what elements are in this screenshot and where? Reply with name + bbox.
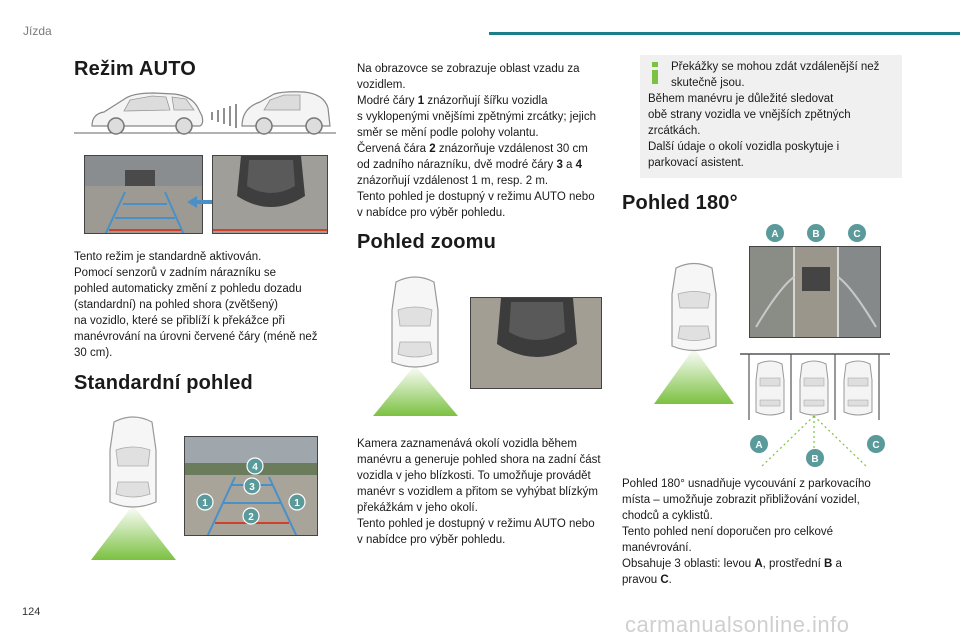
marker-3 <box>244 478 260 494</box>
marker-1-left <box>197 494 213 510</box>
svg-text:2: 2 <box>248 512 254 523</box>
labels-bottom-abc <box>744 434 890 468</box>
labels-top-abc <box>764 222 874 244</box>
car-top-view-180 <box>652 258 737 408</box>
svg-text:4: 4 <box>252 462 258 473</box>
cars-side-illustration <box>74 86 336 138</box>
svg-text:B: B <box>811 454 819 465</box>
standard-view-description: Na obrazovce se zobrazuje oblast vzadu za vozidlem. Modré čáry 1 znázorňují šířku vozidla s vyklopenými vnějšími zpětnými zrcátky; jejich směr se mění podle polohy volantu. Červená čára 2 znázorňuje vzdálenost 30 cm od zadního nárazníku, dvě modré čáry 3 a 4 znázorňují vzdálenost 1 m, resp. 2 m. Tento pohled je dostupný v režimu AUTO nebo v nabídce pro výběr pohledu. <box>357 63 597 219</box>
zoom-view-camera-image <box>470 297 602 389</box>
label-b-bottom <box>806 449 824 467</box>
car-top-view-standard <box>86 410 181 565</box>
standard-view-markers <box>194 454 309 528</box>
heading-180-view: Pohled 180° <box>622 192 738 214</box>
svg-text:C: C <box>872 440 880 451</box>
svg-text:B: B <box>812 229 820 240</box>
marker-4 <box>247 458 263 474</box>
heading-auto-mode: Režim AUTO <box>74 58 197 80</box>
view-180-camera-image <box>749 246 881 338</box>
marker-1-right <box>289 494 305 510</box>
label-b-top <box>807 224 825 242</box>
auto-mode-description: Tento režim je standardně aktivován. Pomocí senzorů v zadním nárazníku se pohled automaticky změní z pohledu dozadu (standardní) na pohled shora (zvětšený) na vozidlo, které se přiblíží k překážce při manévrování na úrovni červené čáry (méně než 30 cm). <box>74 251 318 359</box>
car-top-view-zoom <box>368 270 463 420</box>
svg-text:1: 1 <box>202 498 208 509</box>
svg-text:C: C <box>853 229 861 240</box>
heading-zoom-view: Pohled zoomu <box>357 231 497 253</box>
header-accent-bar <box>489 32 960 35</box>
label-a-top <box>766 224 784 242</box>
info-box-text: Překážky se mohou zdát vzdálenější než skutečně jsou. Během manévru je důležité sledovat obě strany vozidla ve vnějších zpětných zrcátkách. Další údaje o okolí vozidla poskytuje i parkovací asistent. <box>648 61 880 169</box>
view-180-description: Pohled 180° usnadňuje vycouvání z parkovacího místa – umožňuje zobrazit přibližování vozidel, chodců a cyklistů. Tento pohled není doporučen pro celkové manévrování. Obsahuje 3 oblasti: levou A, prostřední B a pravou C. <box>622 478 871 586</box>
marker-2 <box>243 508 259 524</box>
svg-text:A: A <box>771 229 779 240</box>
zoom-view-description: Kamera zaznamenává okolí vozidla během manévru a generuje pohled shora na zadní část vozidla v jeho blízkosti. To umožňuje provádět manévr s vozidlem a přitom se vyhýbat blízkým překážkám v jeho okolí. Tento pohled je dostupný v režimu AUTO nebo v nabídce pro výběr pohledu. <box>357 438 601 546</box>
heading-standard-view: Standardní pohled <box>74 372 253 394</box>
label-a-bottom <box>750 435 768 453</box>
page-number: 124 <box>22 606 41 618</box>
label-c-bottom <box>867 435 885 453</box>
section-title: Jízda <box>23 24 52 38</box>
svg-text:3: 3 <box>249 482 255 493</box>
rear-camera-zoom-image <box>212 155 328 234</box>
watermark: carmanualsonline.info <box>625 612 850 637</box>
label-c-top <box>848 224 866 242</box>
svg-text:1: 1 <box>294 498 300 509</box>
svg-text:A: A <box>755 440 763 451</box>
